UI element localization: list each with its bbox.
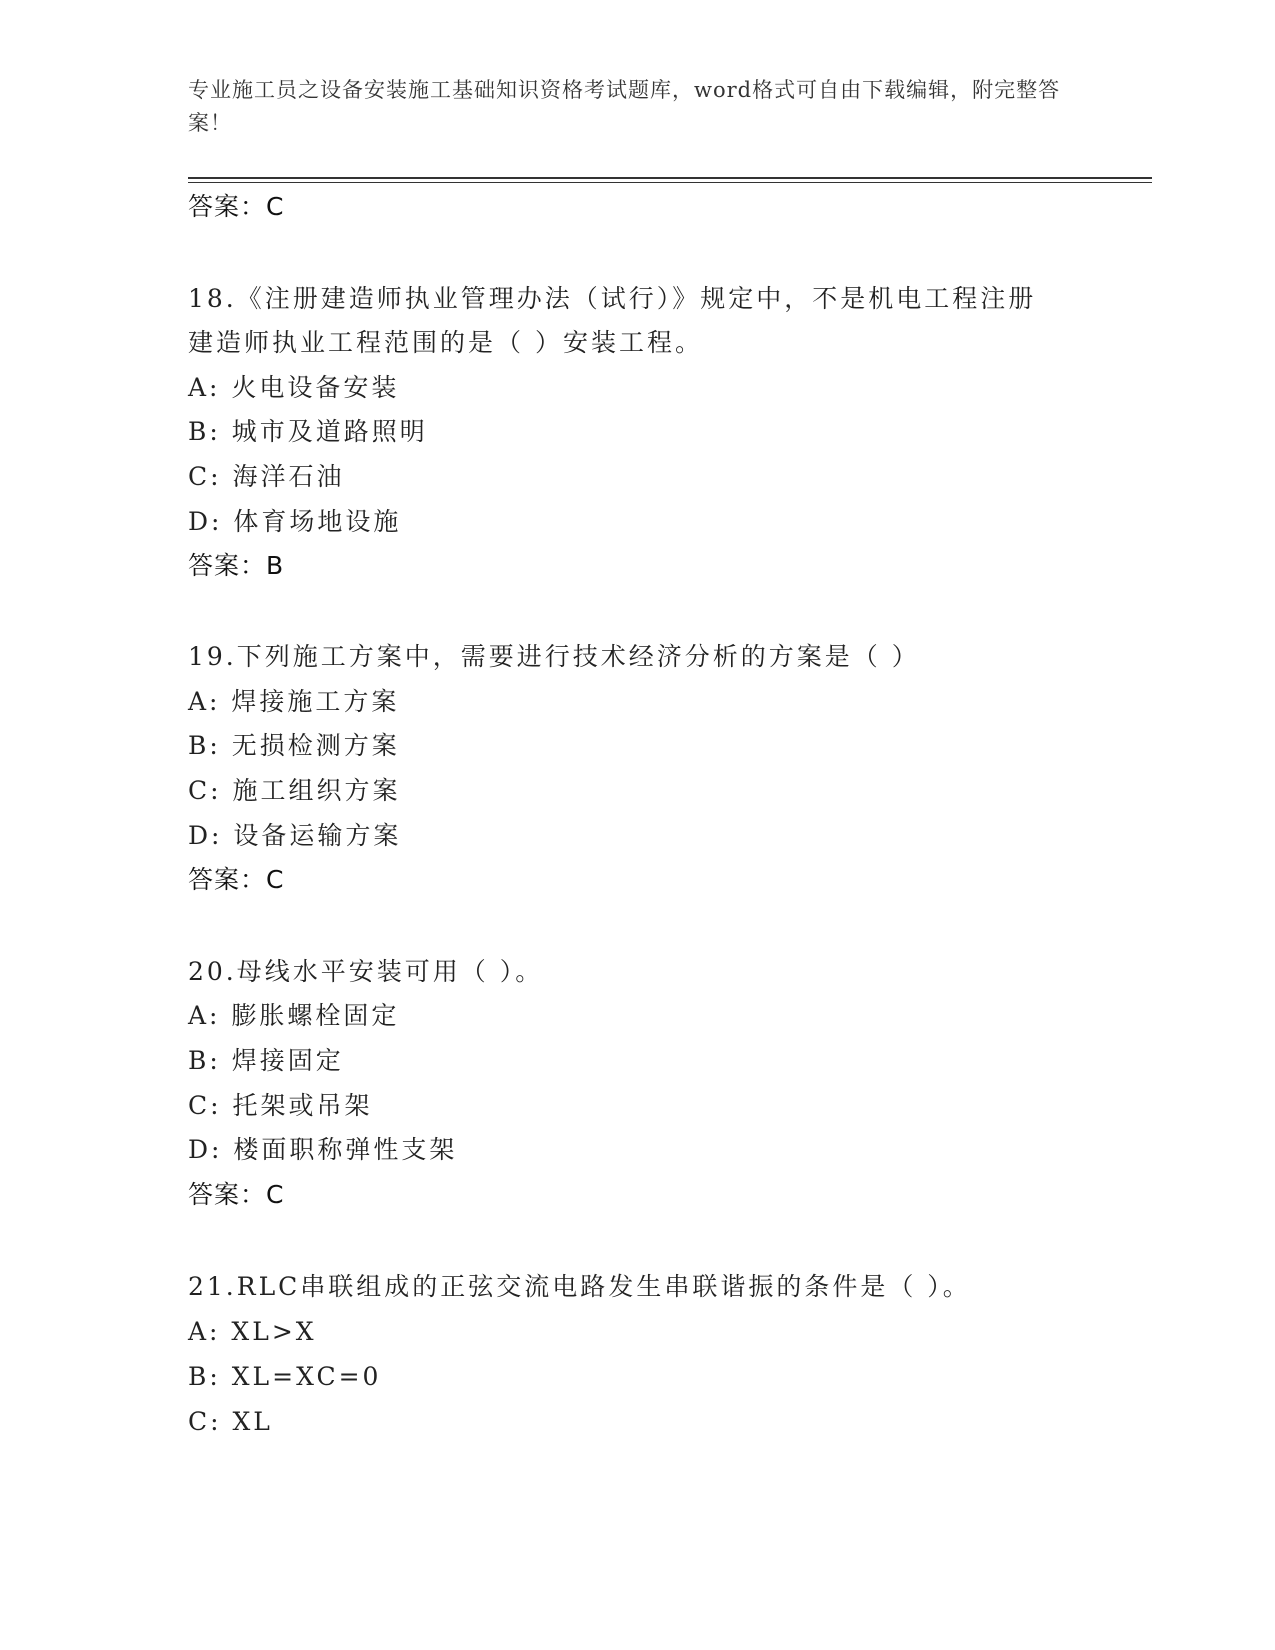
prev-answer: 答案：C	[188, 192, 285, 221]
question-21-stem-line-1: 21.RLC串联组成的正弦交流电路发生串联谐振的条件是（ ）。	[188, 1272, 971, 1301]
question-20-stem-line-1: 20.母线水平安装可用（ ）。	[188, 957, 544, 986]
question-20-option-d: D: 楼面职称弹性支架	[188, 1135, 458, 1164]
question-18-option-a: A: 火电设备安装	[188, 373, 400, 402]
question-19-option-a: A: 焊接施工方案	[188, 687, 400, 716]
question-19-stem-line-1: 19.下列施工方案中，需要进行技术经济分析的方案是（ ）	[188, 642, 920, 671]
question-18-option-d: D: 体育场地设施	[188, 507, 402, 536]
question-18-stem-line-1: 18.《注册建造师执业管理办法（试行）》规定中，不是机电工程注册	[188, 284, 1037, 313]
question-18-option-b: B: 城市及道路照明	[188, 417, 428, 446]
question-20-option-c: C: 托架或吊架	[188, 1091, 373, 1120]
question-19-option-b: B: 无损检测方案	[188, 731, 400, 760]
question-18-stem-line-2: 建造师执业工程范围的是（ ）安装工程。	[188, 328, 703, 357]
question-18-option-c: C: 海洋石油	[188, 462, 345, 491]
header-divider-thick	[188, 177, 1152, 179]
question-20-option-b: B: 焊接固定	[188, 1046, 344, 1075]
question-18-answer: 答案：B	[188, 551, 285, 580]
document-header: 专业施工员之设备安装施工基础知识资格考试题库，word格式可自由下载编辑，附完整答案！	[188, 78, 1061, 135]
header-divider-thin	[188, 182, 1152, 183]
question-19-answer: 答案：C	[188, 865, 285, 894]
question-20-answer: 答案：C	[188, 1180, 285, 1209]
question-21-option-c: C: XL	[188, 1407, 273, 1436]
question-19-option-c: C: 施工组织方案	[188, 776, 401, 805]
question-21-option-a: A: XL>X	[188, 1317, 317, 1346]
question-20-option-a: A: 膨胀螺栓固定	[188, 1001, 400, 1030]
question-19-option-d: D: 设备运输方案	[188, 821, 402, 850]
question-21-option-b: B: XL=XC=0	[188, 1362, 382, 1391]
